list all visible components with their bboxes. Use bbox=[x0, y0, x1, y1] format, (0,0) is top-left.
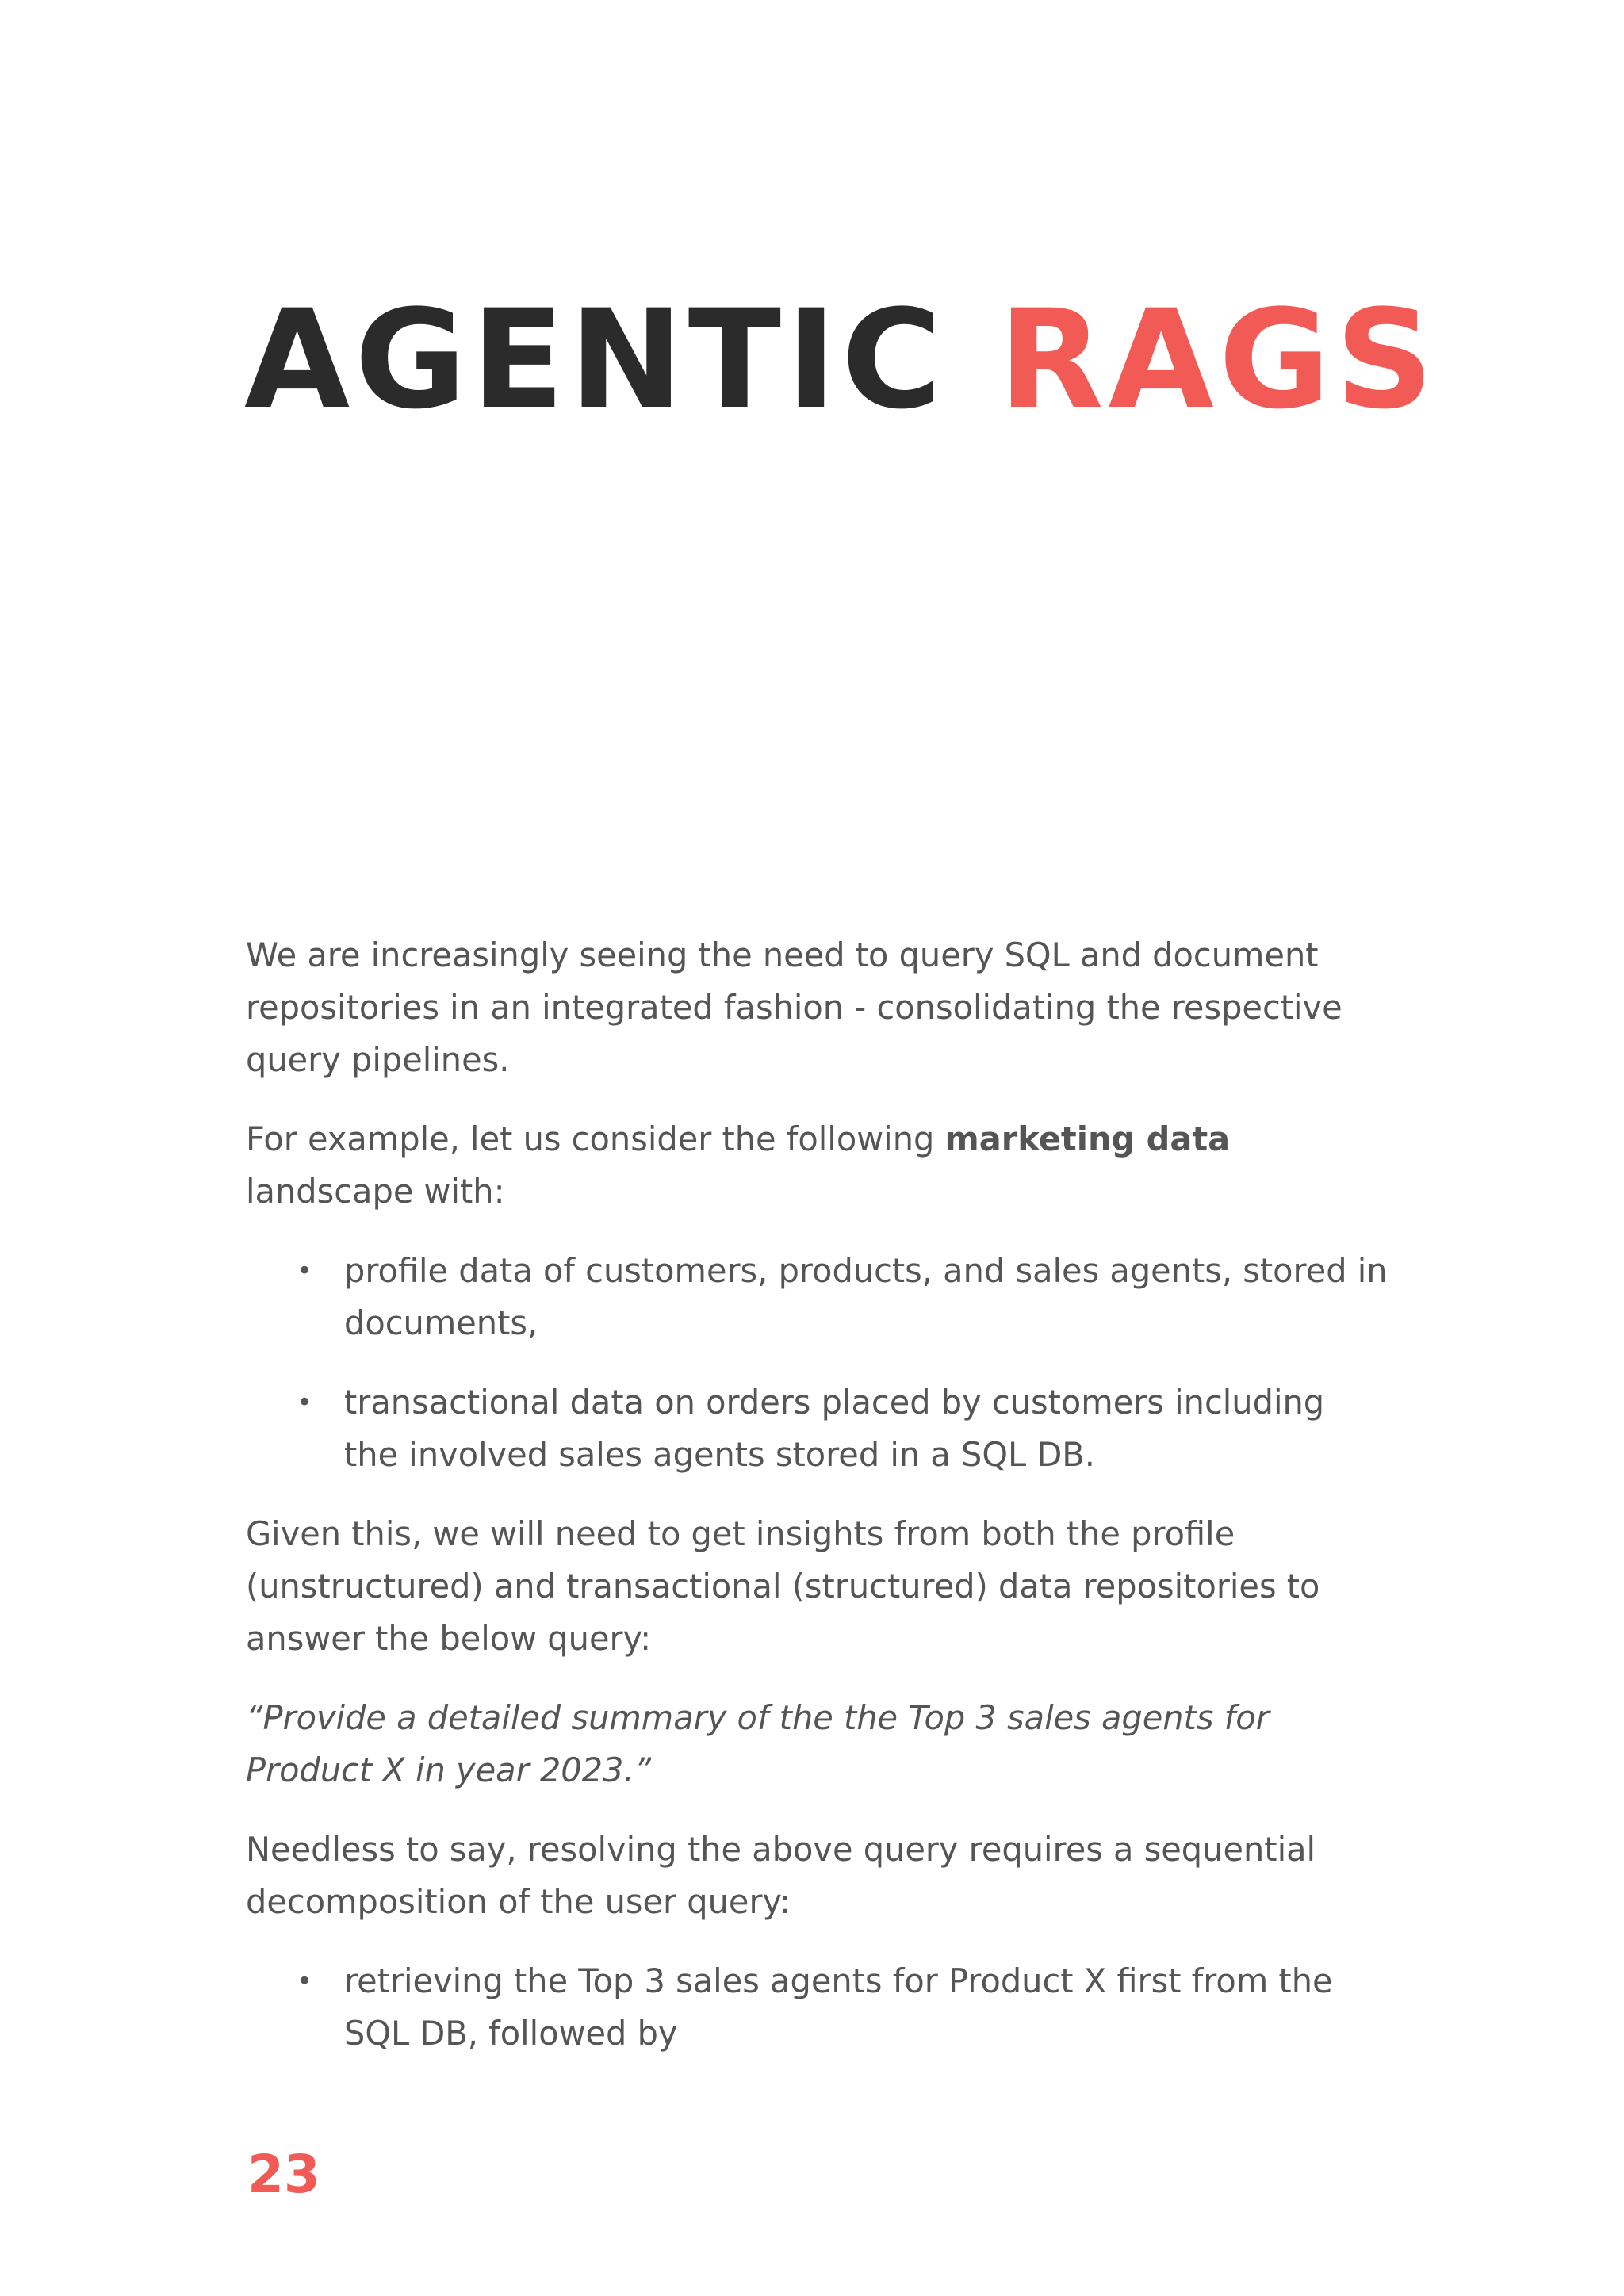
list-item bbox=[246, 1376, 1388, 1481]
list-item-text: profile data of customers, products, and sales agents, stored in documents, bbox=[344, 1251, 1388, 1342]
bullet-icon: • bbox=[297, 1965, 313, 1997]
page-number: 23 bbox=[247, 2144, 320, 2205]
insights-paragraph: Given this, we will need to get insights from both the profile (unstructured) and transactional (structured) data repositories to answer the below query: bbox=[246, 1514, 1320, 1658]
list-item-text: transactional data on orders placed by customers including the involved sales agents stored in a SQL DB. bbox=[344, 1383, 1325, 1474]
title-part-accent: RAGS bbox=[998, 280, 1438, 439]
example-query-quote: “Provide a detailed summary of the the Top 3 sales agents for Product X in year 2023.” bbox=[246, 1698, 1270, 1789]
data-landscape-list bbox=[246, 1245, 1388, 1481]
title-part-dark: AGENTIC bbox=[244, 280, 999, 439]
body-text bbox=[246, 929, 1388, 2087]
intro-paragraph: We are increasingly seeing the need to query SQL and document repositories in an integrated fashion - consolidating the respective query pipelines. bbox=[246, 936, 1342, 1079]
list-item-text: retrieving the Top 3 sales agents for Product X first from the SQL DB, followed by bbox=[344, 1961, 1333, 2053]
decomposition-steps-list bbox=[246, 1955, 1388, 2060]
example-bold-term: marketing data bbox=[944, 1119, 1231, 1158]
bullet-icon: • bbox=[297, 1255, 313, 1287]
bullet-icon: • bbox=[297, 1387, 313, 1418]
decomposition-paragraph: Needless to say, resolving the above query requires a sequential decomposition of the user query: bbox=[246, 1830, 1316, 1921]
list-item bbox=[246, 1245, 1388, 1349]
list-item bbox=[246, 1955, 1388, 2060]
example-text-after: landscape with: bbox=[246, 1172, 505, 1211]
example-text-before: For example, let us consider the following bbox=[246, 1119, 945, 1158]
page-title bbox=[244, 280, 1438, 439]
example-paragraph bbox=[246, 1113, 1388, 1218]
